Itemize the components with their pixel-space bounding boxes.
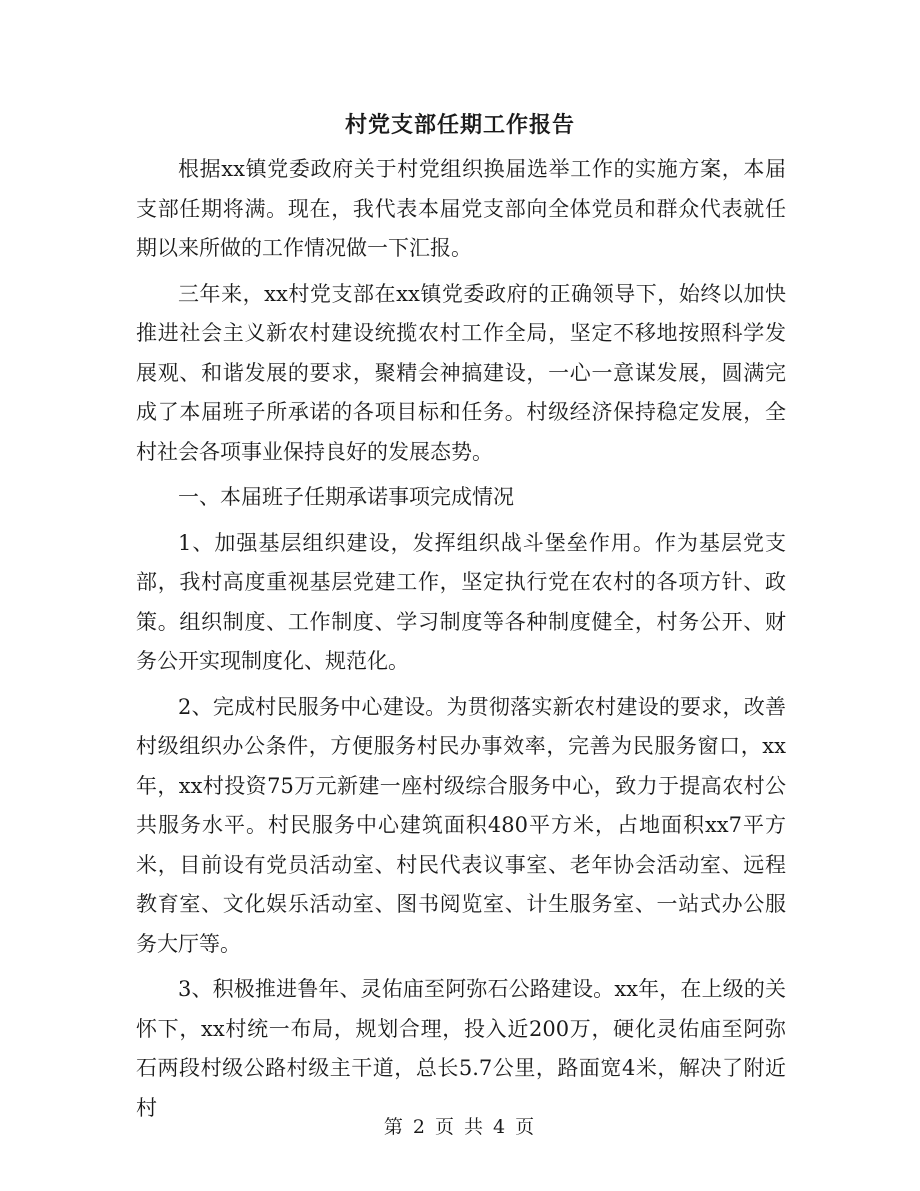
- paragraph-intro: 根据xx镇党委政府关于村党组织换届选举工作的实施方案，本届支部任期将满。现在，我代表本届党支部向全体党员和群众代表就任期以来所做的工作情况做一下汇报。: [136, 157, 786, 260]
- paragraph-item-1: 1、加强基层组织建设，发挥组织战斗堡垒作用。作为基层党支部，我村高度重视基层党建工作，坚定执行党在农村的各项方针、政策。组织制度、工作制度、学习制度等各种制度健全，村务公开、财务公开实现制度化、规范化。: [136, 530, 786, 673]
- document-title: 村党支部任期工作报告: [344, 112, 575, 138]
- document-body: [136, 150, 786, 1128]
- paragraph-item-3: 3、积极推进鲁年、灵佑庙至阿弥石公路建设。xx年，在上级的关怀下，xx村统一布局，规划合理，投入近200万，硬化灵佑庙至阿弥石两段村级公路村级主干道，总长5.7公里，路面宽4米，解决了附近村: [136, 977, 786, 1120]
- section-heading: 一、本届班子任期承诺事项完成情况: [178, 485, 514, 509]
- page-footer: 第 2 页 共 4 页: [383, 1116, 537, 1138]
- paragraph-item-2: 2、完成村民服务中心建设。为贯彻落实新农村建设的要求，改善村级组织办公条件，方便服务村民办事效率，完善为民服务窗口，xx年，xx村投资75万元新建一座村级综合服务中心，致力于提高农村公共服务水平。村民服务中心建筑面积480平方米，占地面积xx7平方米，目前设有党员活动室、村民代表议事室、老年协会活动室、远程教育室、文化娱乐活动室、图书阅览室、计生服务室、一站式办公服务大厅等。: [136, 694, 786, 956]
- paragraph-summary: 三年来，xx村党支部在xx镇党委政府的正确领导下，始终以加快推进社会主义新农村建设统揽农村工作全局，坚定不移地按照科学发展观、和谐发展的要求，聚精会神搞建设，一心一意谋发展，圆满完成了本届班子所承诺的各项目标和任务。村级经济保持稳定发展，全村社会各项事业保持良好的发展态势。: [136, 281, 786, 464]
